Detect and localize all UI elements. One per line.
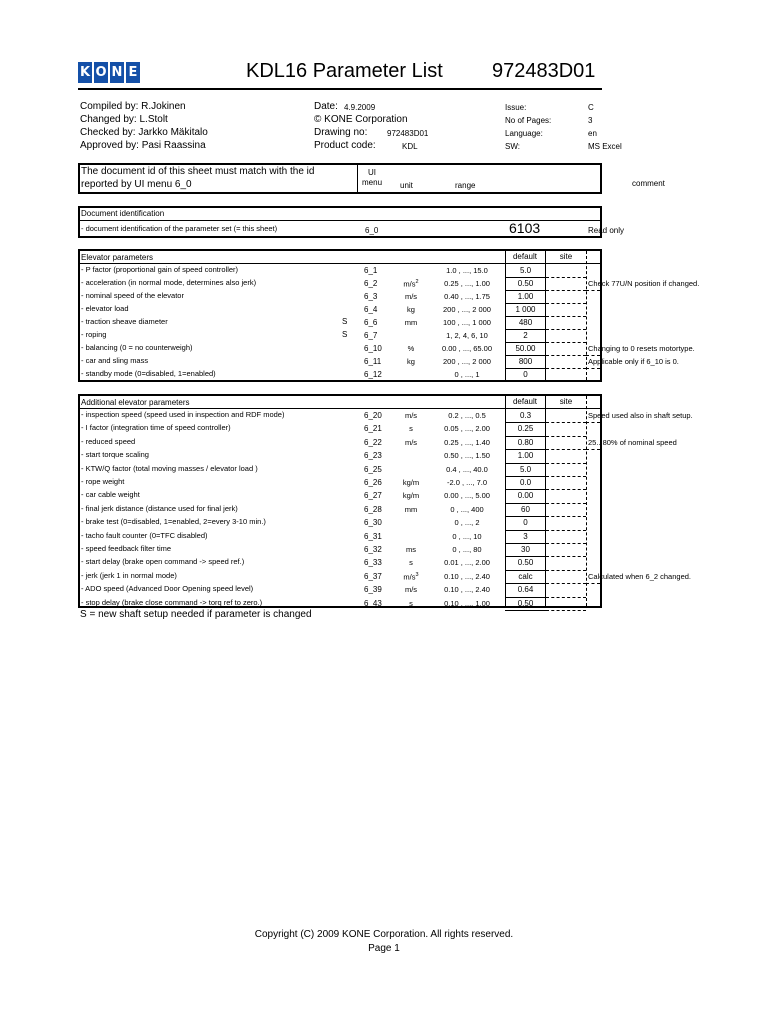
param-default: 0 [523, 370, 528, 379]
issue-value: C [588, 103, 594, 112]
shaft-setup-flag: S [342, 330, 348, 339]
param-menu: 6_1 [364, 266, 378, 275]
param-menu: 6_22 [364, 437, 382, 447]
row-rule [546, 610, 586, 611]
param-unit-text: kg/m [402, 478, 420, 487]
doc-id-value: 6103 [509, 220, 541, 236]
param-comment: 25...80% of nominal speed [588, 437, 677, 447]
param-menu: 6_39 [364, 585, 382, 595]
param-description: - start torque scaling [81, 450, 149, 460]
param-menu: 6_23 [364, 451, 382, 461]
row-rule [546, 329, 586, 330]
row-rule [546, 463, 586, 464]
row-rule [546, 503, 586, 504]
param-unit-text: kg/m [402, 491, 420, 501]
add-section-title: Additional elevator parameters [81, 398, 190, 407]
param-default: 1.00 [517, 451, 534, 461]
elev-site-label: site [559, 252, 573, 261]
product-value: KDL [402, 142, 418, 151]
param-default: 5.0 [519, 266, 532, 275]
param-unit [393, 318, 429, 327]
param-unit-text: m/s [403, 572, 416, 582]
kone-logo [78, 62, 140, 83]
param-unit-exponent: 2 [415, 279, 419, 285]
param-range: 0 , ..., 400 [450, 504, 484, 514]
row-rule [505, 436, 546, 437]
row-rule [546, 342, 586, 343]
row-rule [505, 610, 546, 611]
row-rule [546, 583, 586, 584]
compiled-by: Compiled by: R.Jokinen [80, 101, 186, 112]
param-range: 0.00 , ..., 65.00 [441, 344, 493, 353]
row-rule [505, 597, 546, 598]
param-menu: 6_26 [364, 478, 382, 487]
param-range: 0.50 , ..., 1.50 [444, 451, 490, 461]
param-unit-text: s [409, 598, 413, 608]
param-unit [393, 545, 429, 554]
param-unit-text: s [409, 558, 413, 568]
param-unit [393, 572, 429, 582]
param-description: - standby mode (0=disabled, 1=enabled) [81, 369, 216, 378]
add-default-label: default [512, 397, 538, 406]
row-rule [505, 556, 546, 557]
param-default: 0.50 [517, 558, 534, 568]
row-rule [505, 570, 546, 571]
param-range: 1, 2, 4, 6, 10 [446, 331, 488, 340]
param-description: - acceleration (in normal mode, determines also jerk) [81, 278, 257, 287]
param-menu: 6_4 [364, 305, 378, 314]
elev-col-rule [586, 251, 587, 380]
param-description: - ADO speed (Advanced Door Opening speed level) [81, 584, 254, 594]
param-range: 0.4 , ..., 40.0 [446, 464, 488, 474]
header-ui: UI [368, 168, 376, 177]
param-default: 5.0 [519, 464, 532, 474]
language-label: Language: [505, 129, 543, 138]
param-menu: 6_25 [364, 464, 382, 474]
row-rule [586, 355, 600, 356]
row-rule [505, 463, 546, 464]
param-unit [393, 599, 429, 608]
param-description: - roping [81, 330, 107, 339]
param-description: - start delay (brake open command -> speed ref.) [81, 557, 245, 567]
param-range: 200 , ..., 2 000 [443, 357, 491, 366]
header-comment: comment [632, 179, 665, 188]
logo-letter: O [94, 62, 108, 83]
param-default: 30 [521, 545, 530, 554]
param-unit [393, 505, 429, 514]
param-default: 60 [521, 504, 530, 514]
param-description: - nominal speed of the elevator [81, 291, 184, 300]
row-rule [505, 290, 546, 291]
param-unit [393, 357, 429, 366]
title-rule [78, 88, 602, 90]
row-rule [505, 329, 546, 330]
row-rule [505, 449, 546, 450]
row-rule [586, 583, 600, 584]
row-rule [505, 355, 546, 356]
param-menu: 6_6 [364, 318, 378, 327]
document-title: KDL16 Parameter List [246, 60, 443, 82]
row-rule [505, 476, 546, 477]
param-menu: 6_2 [364, 279, 378, 288]
row-rule [546, 489, 586, 490]
param-range: 1.0 , ..., 15.0 [446, 266, 488, 275]
param-unit-text: m/s [404, 437, 418, 447]
logo-letter: K [78, 62, 92, 83]
row-rule [505, 422, 546, 423]
drawing-value: 972483D01 [387, 129, 429, 138]
param-range: 0 , ..., 80 [452, 545, 482, 554]
param-comment: Speed used also in shaft setup. [588, 411, 693, 420]
param-comment: Check 77U/N position if changed. [588, 279, 700, 288]
product-label: Product code: [314, 140, 376, 151]
row-rule [505, 516, 546, 517]
row-rule [546, 530, 586, 531]
row-rule [505, 277, 546, 278]
sw-value: MS Excel [588, 142, 622, 151]
row-rule [546, 316, 586, 317]
pages-label: No of Pages: [505, 116, 552, 125]
logo-letter: N [110, 62, 124, 83]
param-unit [393, 305, 429, 314]
param-menu: 6_28 [364, 504, 382, 514]
param-default: 0.0 [519, 478, 532, 487]
shaft-setup-footnote: S = new shaft setup needed if parameter is changed [80, 609, 312, 620]
elev-default-label: default [512, 252, 538, 261]
row-rule [546, 436, 586, 437]
param-default: 50.00 [515, 344, 536, 353]
add-col-rule [545, 396, 546, 606]
param-range: 0.05 , ..., 2.00 [444, 424, 490, 434]
row-rule [505, 503, 546, 504]
param-range: 0.10 , ..., 2.40 [444, 571, 490, 581]
logo-letter: E [126, 62, 140, 83]
row-rule [505, 316, 546, 317]
param-description: - speed feedback filter time [81, 544, 172, 553]
row-rule [505, 583, 546, 584]
doc-id-comment: Read only [588, 226, 625, 235]
param-range: 0.01 , ..., 2.00 [444, 558, 490, 568]
param-menu: 6_27 [364, 491, 382, 501]
row-rule [546, 355, 586, 356]
param-description: - car and sling mass [81, 356, 149, 365]
param-range: 0 , ..., 1 [454, 370, 480, 379]
row-rule [546, 368, 586, 369]
param-range: 0.10 , ..., 2.40 [444, 585, 490, 595]
param-unit [393, 344, 429, 353]
header-note-line1: The document id of this sheet must match with the id [81, 166, 315, 177]
footer-copyright: Copyright (C) 2009 KONE Corporation. All rights reserved. [254, 929, 514, 940]
param-unit-text: mm [404, 504, 418, 514]
row-rule [505, 489, 546, 490]
row-rule [546, 597, 586, 598]
param-unit [393, 411, 429, 420]
add-col-rule [586, 396, 587, 606]
param-description: - final jerk distance (distance used for final jerk) [81, 503, 238, 513]
param-description: - elevator load [81, 304, 129, 313]
date-label: Date: [314, 101, 338, 112]
doc-section-title: Document identification [81, 209, 165, 218]
param-comment: Calculated when 6_2 changed. [588, 571, 691, 581]
row-rule [546, 303, 586, 304]
param-default: 0.50 [517, 279, 534, 288]
row-rule [505, 530, 546, 531]
param-unit-text: m/s [403, 279, 416, 289]
add-title-rule [80, 408, 600, 409]
param-menu: 6_32 [364, 545, 382, 554]
param-range: -2.0 , ..., 7.0 [446, 478, 488, 487]
param-description: - balancing (0 = no counterweigh) [81, 343, 193, 352]
row-rule [586, 368, 600, 369]
row-rule [546, 381, 586, 382]
pages-value: 3 [588, 116, 593, 125]
param-range: 0.00 , ..., 5.00 [444, 491, 490, 501]
date-value: 4.9.2009 [344, 103, 376, 112]
param-unit-text: m/s [404, 411, 418, 420]
param-range: 0 , ..., 10 [452, 531, 482, 541]
row-rule [586, 449, 600, 450]
param-menu: 6_31 [364, 531, 382, 541]
param-unit [393, 558, 429, 567]
row-rule [505, 342, 546, 343]
param-range: 0.40 , ..., 1.75 [444, 292, 490, 301]
param-description: - brake test (0=disabled, 1=enabled, 2=every 3-10 min.) [81, 517, 266, 527]
changed-by: Changed by: L.Stolt [80, 114, 168, 125]
param-description: - jerk (jerk 1 in normal mode) [81, 570, 177, 580]
copyright-line: © KONE Corporation [314, 114, 408, 125]
header-range: range [455, 181, 476, 190]
param-description: - traction sheave diameter [81, 317, 168, 326]
row-rule [546, 449, 586, 450]
param-default: 0.25 [517, 424, 534, 434]
sw-label: SW: [505, 142, 520, 151]
param-menu: 6_10 [364, 344, 382, 353]
param-unit-text: ms [406, 545, 416, 554]
param-unit-text: m/s [404, 292, 418, 301]
param-default: 800 [518, 357, 533, 366]
checked-by: Checked by: Jarkko Mäkitalo [80, 127, 208, 138]
elev-title-rule [80, 263, 600, 264]
header-divider [357, 165, 358, 192]
row-rule [505, 543, 546, 544]
header-menu: menu [362, 178, 383, 187]
param-description: - rope weight [81, 477, 125, 486]
param-unit-text: kg [407, 357, 415, 366]
param-description: - reduced speed [81, 436, 136, 446]
param-menu: 6_37 [364, 571, 382, 581]
param-default: 0.3 [519, 411, 532, 420]
row-rule [546, 556, 586, 557]
row-rule [546, 290, 586, 291]
param-default: 0 [523, 518, 528, 528]
param-menu: 6_20 [364, 411, 382, 420]
document-number: 972483D01 [492, 60, 596, 82]
issue-label: Issue: [505, 103, 527, 112]
param-unit [393, 279, 429, 289]
doc-id-menu: 6_0 [365, 226, 379, 235]
param-comment: Applicable only if 6_10 is 0. [588, 357, 679, 366]
param-menu: 6_11 [364, 357, 382, 366]
param-menu: 6_21 [364, 424, 382, 434]
param-unit-text: s [409, 424, 413, 434]
param-range: 0.25 , ..., 1.40 [444, 437, 490, 447]
param-unit-text: mm [404, 318, 418, 327]
param-default: calc [518, 571, 533, 581]
header-unit: unit [400, 181, 413, 190]
param-description: - stop delay (brake close command -> torq ref to zero.) [81, 597, 263, 607]
param-default: 1 000 [515, 305, 536, 314]
param-unit-text: kg [407, 305, 415, 314]
param-unit [393, 424, 429, 433]
param-range: 0 , ..., 2 [454, 518, 480, 528]
param-range: 0.2 , ..., 0.5 [448, 411, 486, 420]
param-default: 0.64 [517, 585, 534, 595]
param-range: 0.10 , ..., 1.00 [444, 598, 490, 608]
row-rule [505, 303, 546, 304]
param-description: - tacho fault counter (0=TFC disabled) [81, 530, 208, 540]
param-unit [393, 478, 429, 487]
param-unit [393, 491, 429, 500]
param-range: 100 , ..., 1 000 [443, 318, 491, 327]
row-rule [546, 476, 586, 477]
row-rule [546, 570, 586, 571]
param-default: 3 [523, 531, 528, 541]
param-unit [393, 438, 429, 447]
row-rule [546, 277, 586, 278]
param-menu: 6_3 [364, 292, 378, 301]
param-description: - I factor (integration time of speed controller) [81, 423, 231, 433]
row-rule [586, 290, 600, 291]
approved-by: Approved by: Pasi Raassina [80, 140, 206, 151]
param-menu: 6_30 [364, 518, 382, 528]
param-description: - KTW/Q factor (total moving masses / elevator load ) [81, 463, 258, 473]
param-default: 480 [518, 318, 533, 327]
param-range: 200 , ..., 2 000 [443, 305, 491, 314]
param-menu: 6_43 [364, 598, 382, 608]
param-unit [393, 585, 429, 594]
row-rule [546, 422, 586, 423]
drawing-label: Drawing no: [314, 127, 368, 138]
add-site-label: site [559, 397, 573, 406]
row-rule [546, 543, 586, 544]
doc-id-desc: - document identification of the parameter set (= this sheet) [81, 224, 278, 233]
param-range: 0.25 , ..., 1.00 [444, 279, 490, 288]
param-unit [393, 292, 429, 301]
param-menu: 6_7 [364, 331, 378, 340]
row-rule [546, 516, 586, 517]
param-default: 0.80 [517, 437, 534, 447]
param-description: - P factor (proportional gain of speed controller) [81, 265, 239, 274]
param-menu: 6_12 [364, 370, 382, 379]
param-description: - inspection speed (speed used in inspection and RDF mode) [81, 410, 285, 419]
row-rule [505, 368, 546, 369]
elev-section-title: Elevator parameters [81, 253, 154, 262]
header-note-line2: reported by UI menu 6_0 [81, 179, 192, 190]
param-default: 1.00 [517, 292, 534, 301]
param-default: 0.00 [517, 491, 534, 501]
param-description: - car cable weight [81, 490, 140, 500]
row-rule [586, 422, 600, 423]
row-rule [505, 381, 546, 382]
param-comment: Changing to 0 resets motortype. [588, 344, 695, 353]
language-value: en [588, 129, 597, 138]
param-default: 0.50 [517, 598, 534, 608]
footer-page: Page 1 [368, 943, 400, 954]
param-unit-text: % [407, 344, 415, 353]
param-default: 2 [523, 331, 528, 340]
param-unit-exponent: 3 [415, 571, 419, 578]
param-unit-text: m/s [404, 585, 418, 595]
param-menu: 6_33 [364, 558, 382, 568]
shaft-setup-flag: S [342, 317, 348, 326]
